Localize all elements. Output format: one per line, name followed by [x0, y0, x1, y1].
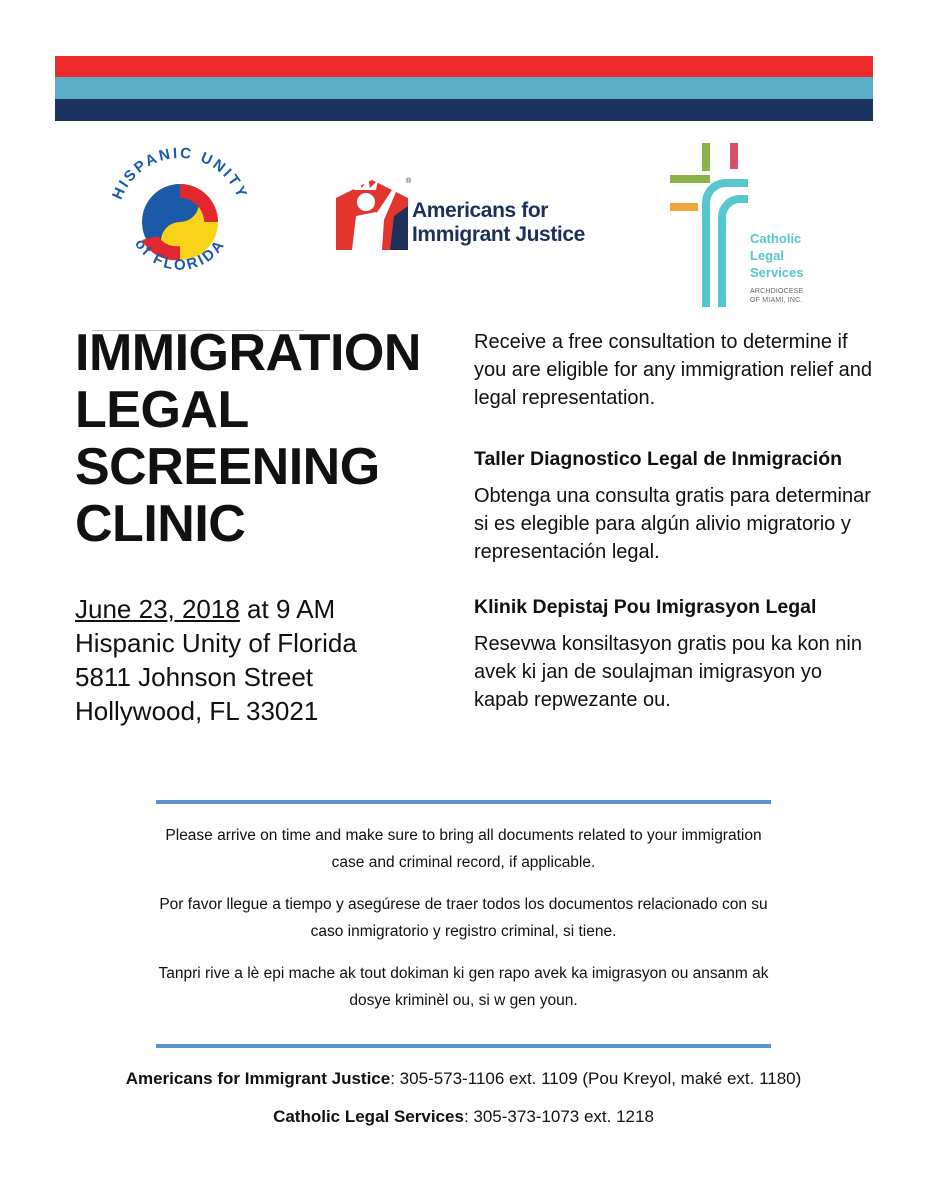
spanish-description: Obtenga una consulta gratis para determinar si es elegible para algún alivio migratorio y representación legal. — [474, 485, 871, 563]
aij-logo-line1: Americans for — [412, 199, 549, 222]
creole-description: Resevwa konsiltasyon gratis pou ka kon nin avek ki jan de soulajman imigrasyon yo kapab repwezante ou. — [474, 633, 862, 711]
statue-of-liberty-icon — [332, 176, 412, 250]
cls-logo-line2: Legal — [750, 248, 784, 263]
contact-aij — [0, 1064, 927, 1094]
hispanic-unity-logo — [100, 140, 260, 300]
event-datetime — [75, 592, 455, 626]
header-stripe-navy — [55, 99, 873, 121]
title-line-4: CLINIC — [75, 495, 246, 553]
spanish-heading: Taller Diagnostico Legal de Inmigración — [474, 448, 843, 470]
note-spanish: Por favor llegue a tiempo y asegúrese de traer todos los documentos relacionado con su caso inmigratorio y registro criminal, si tiene. — [159, 896, 768, 940]
note-english: Please arrive on time and make sure to bring all documents related to your immigration case and criminal record, if applicable. — [165, 827, 762, 871]
title-line-2: LEGAL — [75, 381, 249, 439]
contact-cls — [0, 1102, 927, 1132]
contact-aij-detail: : 305-573-1106 ext. 1109 (Pou Kreyol, maké ext. 1180) — [390, 1069, 802, 1088]
title-line-1: IMMIGRATION — [75, 324, 421, 382]
cls-logo-sub1: ARCHDIOCESE — [750, 288, 804, 295]
event-street: 5811 Johnson Street — [75, 662, 314, 692]
cls-logo-line1: Catholic — [750, 231, 802, 246]
cls-logo-sub2: OF MIAMI, INC. — [750, 297, 803, 304]
title-line-3: SCREENING — [75, 438, 380, 496]
creole-heading: Klinik Depistaj Pou Imigrasyon Legal — [474, 596, 817, 618]
header-stripe-red — [55, 56, 873, 77]
notes-section — [156, 822, 771, 1029]
notes-bottom-divider — [156, 1044, 771, 1048]
contact-cls-org: Catholic Legal Services — [273, 1107, 464, 1126]
notes-top-divider — [156, 800, 771, 804]
contact-cls-detail: : 305-373-1073 ext. 1218 — [463, 1107, 654, 1126]
contacts-section — [0, 1064, 927, 1140]
event-city: Hollywood, FL 33021 — [75, 696, 319, 726]
page-title — [75, 325, 455, 553]
english-description: Receive a free consultation to determine if you are eligible for any immigration relief and legal representation. — [474, 331, 872, 409]
header-stripe-teal — [55, 77, 873, 99]
hu-bottom-textpath: of FLORIDA — [131, 235, 229, 274]
note-creole: Tanpri rive a lè epi mache ak tout dokiman ki gen rapo avek ka imigrasyon ou ansanm ak dosye kriminèl ou, si w gen youn. — [158, 965, 769, 1009]
event-time: at 9 AM — [239, 594, 336, 624]
description-column — [474, 328, 874, 714]
cross-icon — [668, 143, 748, 311]
cls-logo — [668, 143, 868, 311]
contact-aij-org: Americans for Immigrant Justice — [125, 1069, 391, 1088]
aij-logo-line2: Immigrant Justice — [412, 223, 585, 246]
event-venue: Hispanic Unity of Florida — [75, 628, 357, 658]
event-date: June 23, 2018 — [75, 594, 240, 624]
hu-top-textpath: HISPANIC UNITY — [108, 144, 252, 203]
cls-logo-line3: Services — [750, 265, 804, 280]
registered-mark: ® — [406, 178, 412, 185]
aij-logo — [332, 176, 602, 250]
event-details — [75, 592, 455, 728]
